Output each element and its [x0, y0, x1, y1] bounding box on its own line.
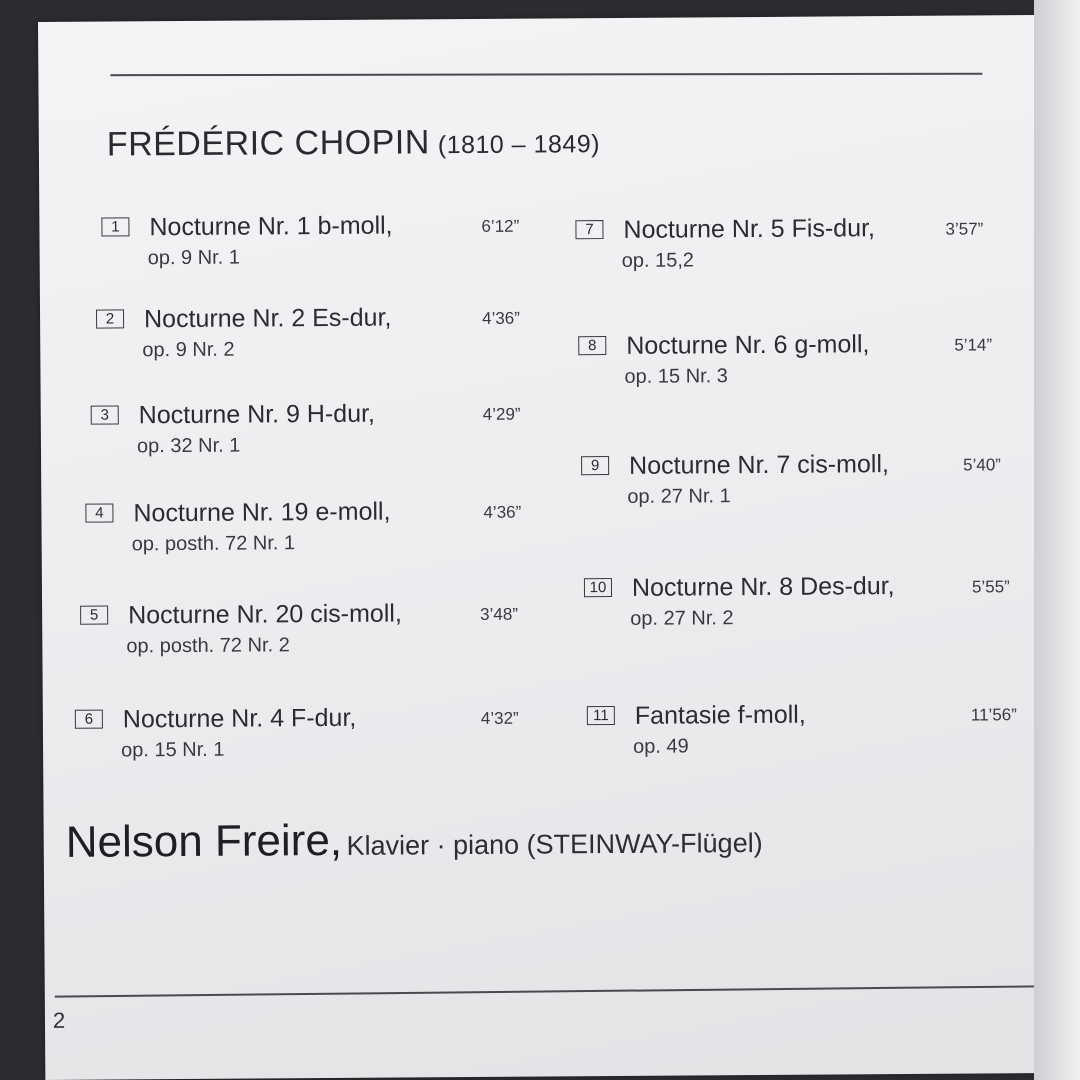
track-number: 7	[575, 220, 603, 239]
track-title: Nocturne Nr. 5 Fis-dur,	[623, 214, 876, 244]
track-opus: op. 15 Nr. 3	[624, 365, 728, 388]
performer-credit	[66, 813, 763, 868]
track-number: 2	[96, 309, 124, 328]
track-duration: 3’48”	[480, 604, 519, 624]
track-number: 9	[581, 456, 609, 475]
track-title: Nocturne Nr. 7 cis-moll,	[629, 450, 890, 480]
track-duration: 5’40”	[963, 455, 1001, 475]
track-duration: 11’56”	[970, 705, 1017, 725]
track-title: Fantasie f-moll,	[634, 700, 806, 730]
performer-instrument: Klavier · piano (STEINWAY-Flügel)	[346, 827, 763, 861]
track-opus: op. posth. 72 Nr. 2	[126, 634, 290, 658]
track-duration: 4’32”	[480, 708, 519, 728]
track-title: Nocturne Nr. 8 Des-dur,	[631, 572, 895, 602]
composer-name: FRÉDÉRIC CHOPIN	[106, 123, 430, 164]
track-opus: op. 27 Nr. 2	[630, 607, 734, 630]
top-rule	[110, 73, 982, 76]
track-number: 8	[578, 336, 606, 355]
track-duration: 5’55”	[971, 577, 1010, 597]
track-opus: op. 9 Nr. 1	[147, 246, 241, 270]
track-number: 10	[584, 578, 612, 597]
performer-name: Nelson Freire,	[65, 815, 343, 867]
track-number: 3	[91, 405, 119, 424]
track-opus: op. 49	[632, 735, 689, 758]
track-title: Nocturne Nr. 4 F-dur,	[122, 703, 357, 734]
track-opus: op. 15,2	[621, 249, 695, 272]
track-duration: 4’29”	[482, 404, 521, 424]
track-number: 11	[587, 706, 615, 725]
page-number: 2	[52, 1007, 66, 1033]
track-duration: 6’12”	[481, 216, 520, 236]
track-opus: op. 9 Nr. 2	[142, 338, 235, 362]
track-title: Nocturne Nr. 2 Es-dur,	[143, 303, 392, 334]
track-duration: 5’14”	[954, 335, 993, 355]
track-duration: 4’36”	[482, 308, 520, 328]
track-title: Nocturne Nr. 20 cis-moll,	[128, 599, 402, 630]
track-title: Nocturne Nr. 19 e-moll,	[133, 497, 391, 528]
track-title: Nocturne Nr. 9 H-dur,	[138, 399, 376, 430]
bottom-rule	[55, 985, 1051, 997]
composer-dates: (1810 – 1849)	[437, 130, 601, 160]
track-opus: op. posth. 72 Nr. 1	[131, 532, 296, 556]
track-duration: 3’57”	[945, 219, 984, 239]
track-number: 1	[101, 217, 129, 236]
adjacent-page-edge	[1034, 0, 1080, 1080]
track-title: Nocturne Nr. 1 b-moll,	[149, 211, 393, 242]
track-opus: op. 27 Nr. 1	[627, 485, 731, 508]
track-title: Nocturne Nr. 6 g-moll,	[626, 330, 870, 360]
track-number: 6	[75, 710, 103, 729]
track-opus: op. 32 Nr. 1	[136, 434, 241, 458]
track-opus: op. 15 Nr. 1	[121, 738, 225, 762]
track-number: 4	[85, 503, 113, 522]
track-duration: 4’36”	[483, 502, 522, 522]
booklet-page	[38, 15, 1045, 1080]
track-number: 5	[80, 606, 108, 625]
composer-heading	[107, 122, 600, 164]
